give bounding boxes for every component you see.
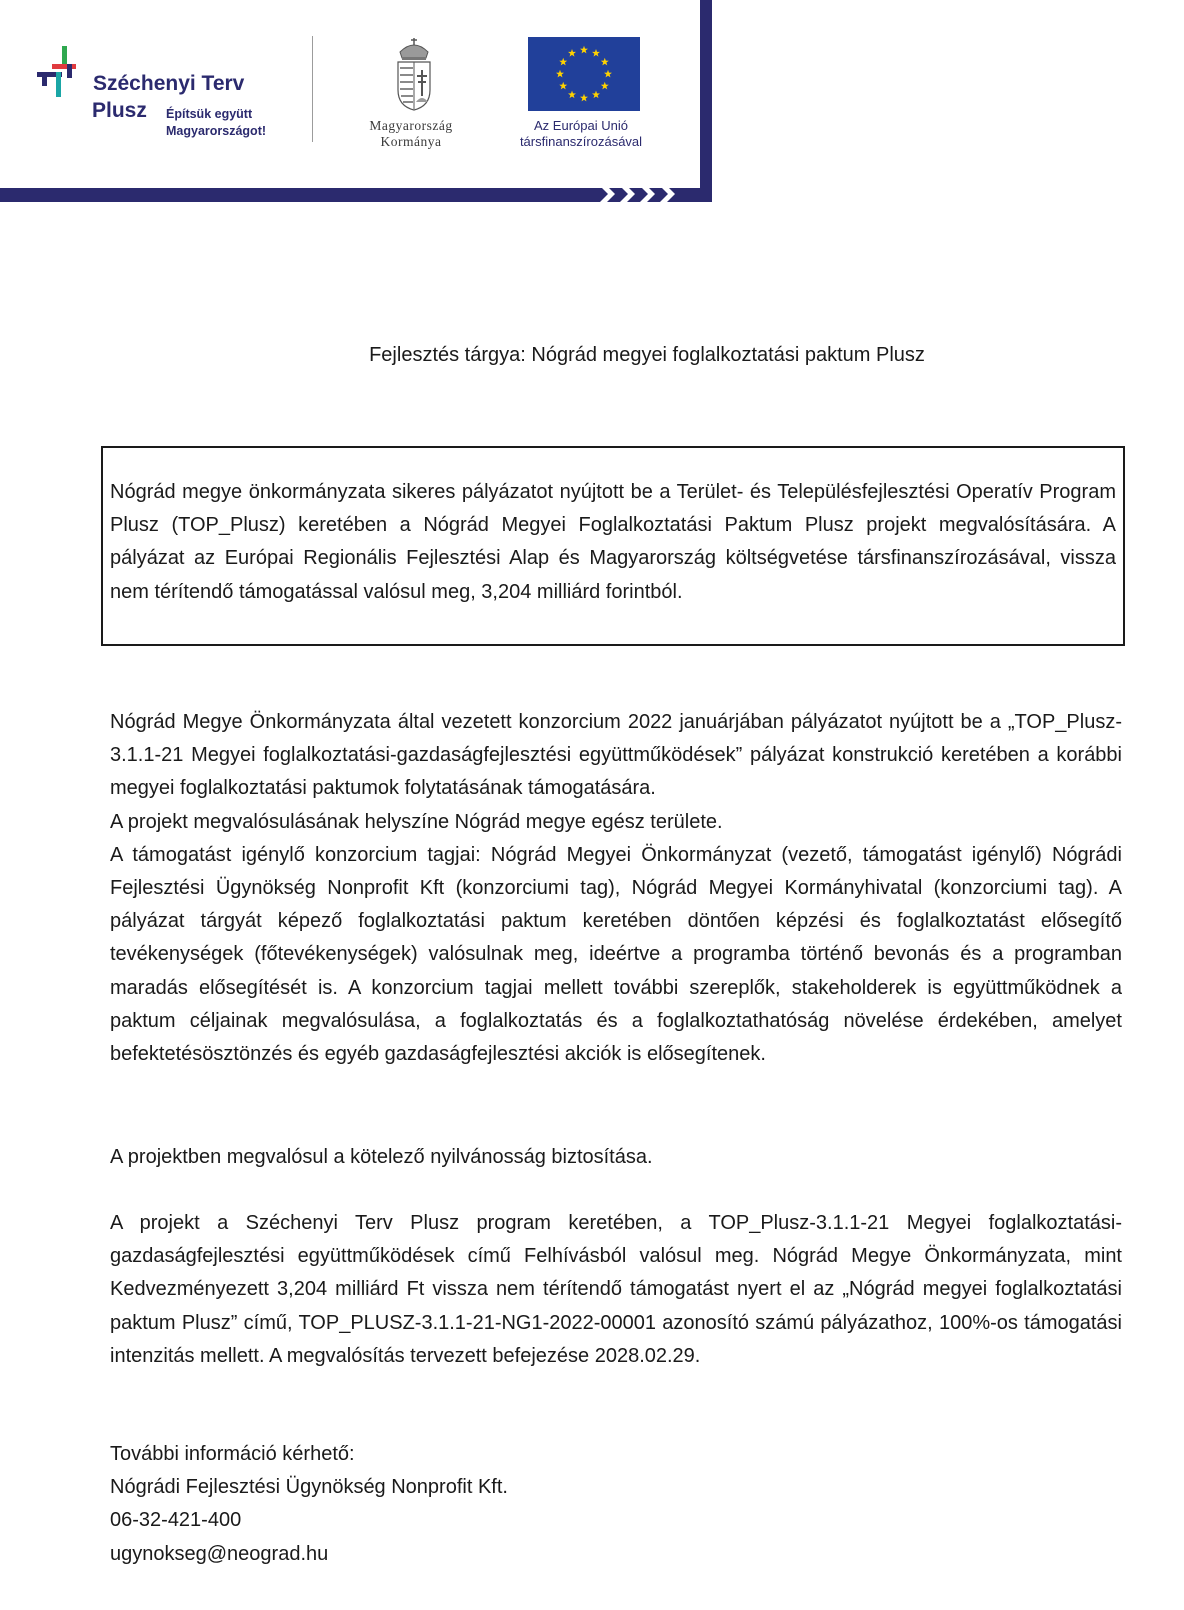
eu-line-1: Az Európai Unió (534, 118, 628, 133)
eu-flag-icon (528, 37, 640, 111)
szechenyi-tagline-1: Építsük együtt (166, 107, 253, 121)
szechenyi-cross-icon (34, 42, 90, 102)
government-line-2: Kormánya (380, 134, 442, 149)
consortium-paragraph (110, 706, 1122, 1071)
szechenyi-tagline-2: Magyarországot! (166, 124, 267, 138)
header-banner (0, 0, 712, 206)
header-right-band (700, 0, 712, 202)
hungarian-coat-of-arms-icon (392, 36, 436, 112)
contact-email: ugynokseg@neograd.hu (110, 1542, 329, 1565)
chevron-arrows-icon (596, 183, 700, 205)
logo-divider (312, 36, 313, 142)
program-paragraph: A projekt a Széchenyi Terv Plusz program keretében, a TOP_Plusz-3.1.1-21 Megyei foglalkoztatási-gazdaságfejlesztési együttműködések című Felhívásból valósul meg. Nógrád Megye Önkormányzata, mint Kedvezményezett 3,204 milliárd Ft vissza nem térítendő támogatást nyert el az „Nógrád megyei foglalkoztatási paktum Plusz” című, TOP_PLUSZ-3.1.1-21-NG1-2022-00001 azonosító számú pályázathoz, 100%-os támogatási intenzitás mellett. A megvalósítás tervezett befejezése 2028.02.29. (110, 1212, 1122, 1367)
consortium-text-a: Nógrád Megye Önkormányzata által vezetett konzorcium 2022 januárjában pályázatot nyújtott be a „TOP_Plusz-3.1.1-21 Megyei foglalkoztatási-gazdaságfejlesztési együttműködések” pályázat konstrukció keretében a korábbi megyei foglalkoztatási paktumok folytatásának támogatására. (110, 711, 1122, 800)
consortium-text-b: A projekt megvalósulásának helyszíne Nógrád megye egész területe. (110, 810, 723, 833)
document-subject: Fejlesztés tárgya: Nógrád megyei foglalkoztatási paktum Plusz (369, 344, 925, 366)
publicity-paragraph: A projektben megvalósul a kötelező nyilvánosság biztosítása. (110, 1146, 653, 1168)
contact-heading: További információ kérhető: (110, 1443, 355, 1465)
szechenyi-plusz: Plusz (92, 99, 147, 122)
government-line-1: Magyarország (369, 118, 453, 133)
contact-organization: Nógrádi Fejlesztési Ügynökség Nonprofit Kft. (110, 1476, 508, 1499)
szechenyi-title: Széchenyi Terv (93, 72, 245, 95)
consortium-text-c: A támogatást igénylő konzorcium tagjai: Nógrád Megyei Önkormányzat (vezető, támogatást igénylő) Nógrádi Fejlesztési Ügynökség Nonprofit Kft (konzorciumi tag), Nógrád Megyei Kormányhivatal (konzorciumi tag). A pályázat tárgyát képező foglalkoztatási paktum keretében döntően képzési és foglalkoztatást elősegítő tevékenységek (főtevékenységek) valósulnak meg, ideértve a programba történő bevonás és a programban maradás elősegítését is. A konzorcium tagjai mellett további szereplők, stakeholderek is együttműködnek a paktum céljainak megvalósulása, a foglalkoztatás és a foglalkoztathatóság növelése érdekében, amelyet befektetésösztönzés és egyéb gazdaságfejlesztési akciók is elősegítenek. (110, 843, 1122, 1066)
summary-text: Nógrád megye önkormányzata sikeres pályázatot nyújtott be a Terület- és Településfejlesztési Operatív Program Plusz (TOP_Plusz) keretében a Nógrád Megyei Foglalkoztatási Paktum Plusz projekt megvalósítására. A pályázat az Európai Regionális Fejlesztési Alap és Magyarország költségvetése társfinanszírozásával, vissza nem térítendő támogatással valósul meg, 3,204 milliárd forintból. (110, 481, 1116, 603)
contact-block (110, 1438, 1122, 1571)
contact-phone: 06-32-421-400 (110, 1509, 242, 1532)
eu-line-2: társfinanszírozásával (519, 134, 643, 149)
